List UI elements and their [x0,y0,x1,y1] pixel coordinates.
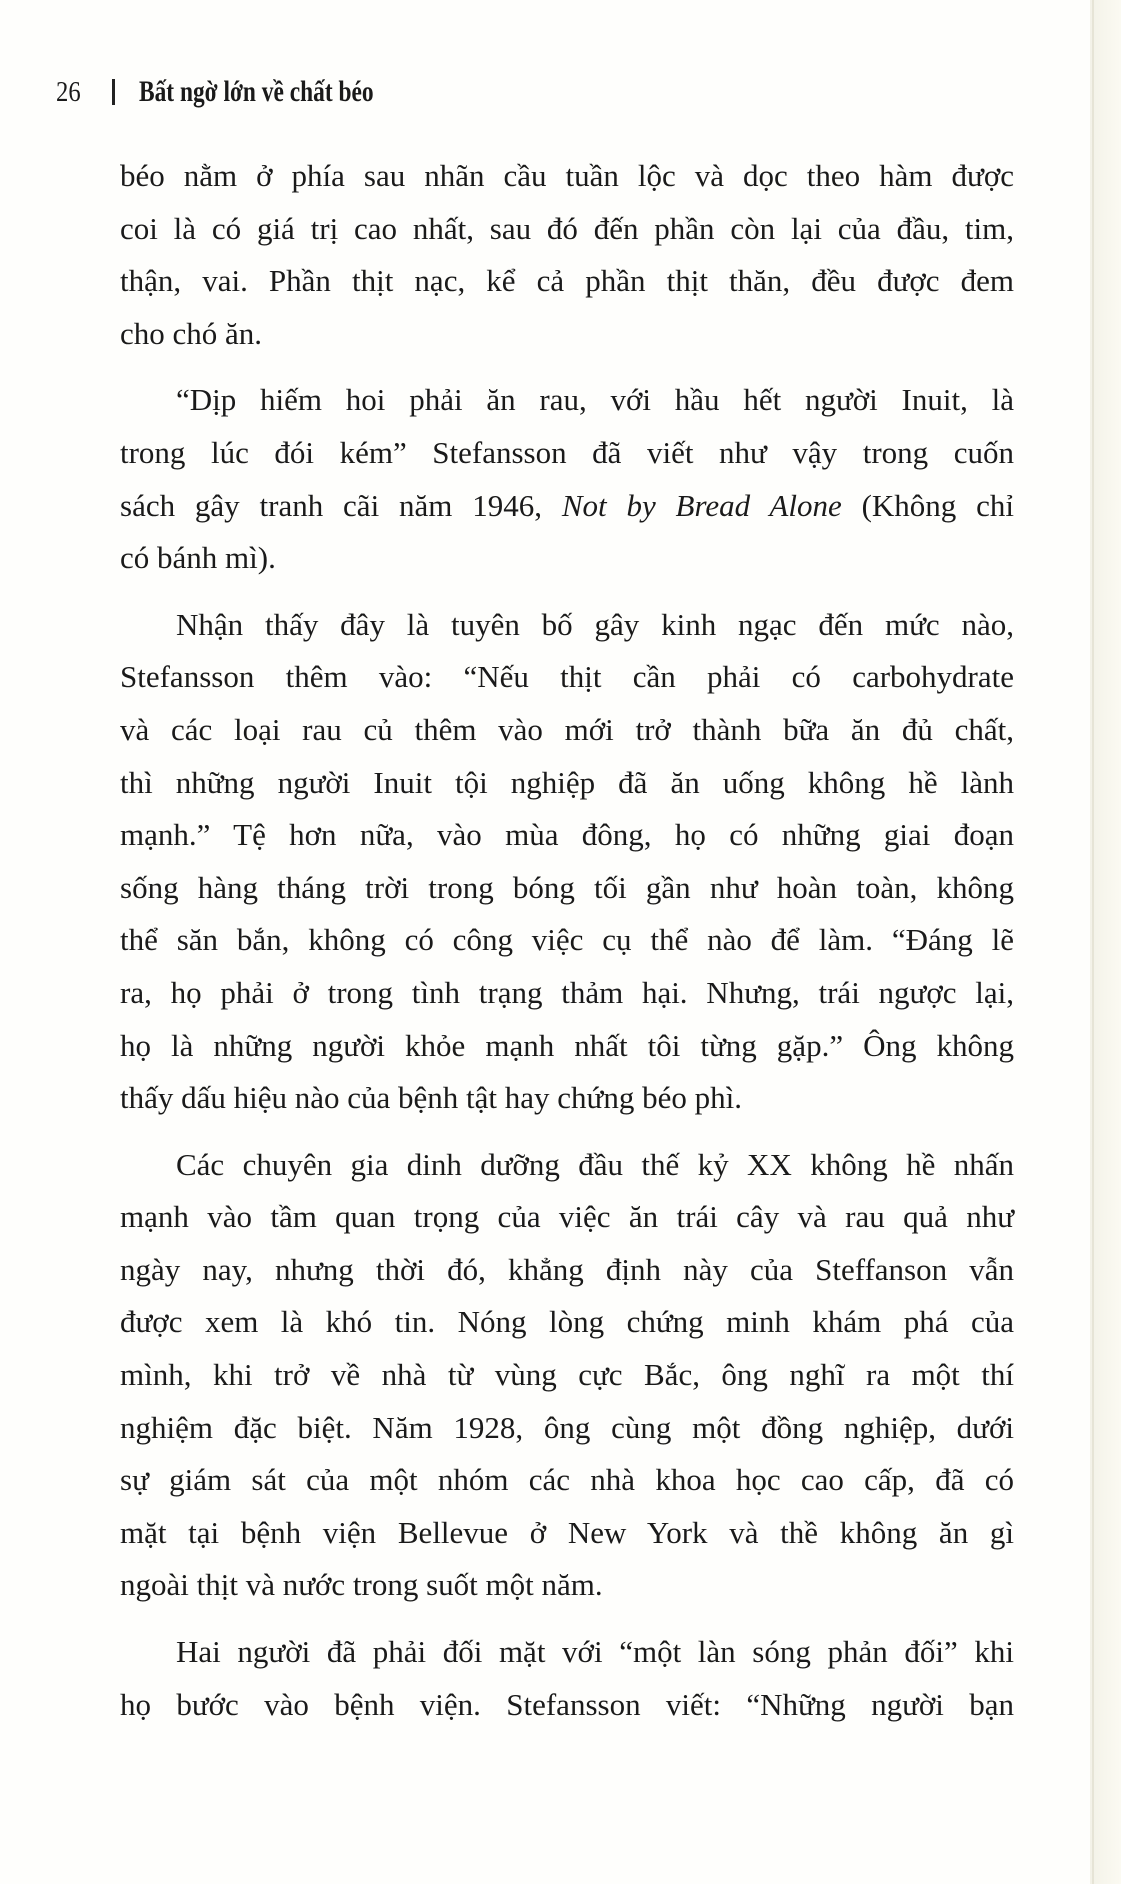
text-segment: sách gây tranh cãi năm 1946, [120,487,562,523]
text-segment: (Không chỉ [841,487,1014,523]
text-line: ngày nay, nhưng thời đó, khẳng định này của Steffanson vẫn [120,1251,1014,1287]
book-title: Not by Bread Alone [561,487,842,523]
text-line: thể săn bắn, không có công việc cụ thể nào để làm. “Đáng lẽ [120,922,1014,958]
running-header [56,72,440,112]
text-line: Các chuyên gia dinh dưỡng đầu thế kỷ XX không hề nhấn [176,1146,1014,1182]
paragraph-3 [120,599,1014,1125]
text-line: mặt tại bệnh viện Bellevue ở New York và thề không ăn gì [120,1514,1014,1550]
text-line: mình, khi trở về nhà từ vùng cực Bắc, ông nghĩ ra một thí [120,1357,1014,1393]
text-line: thận, vai. Phần thịt nạc, kể cả phần thịt thăn, đều được đem [120,263,1014,299]
text-line: mạnh vào tầm quan trọng của việc ăn trái cây và rau quả như [120,1199,1014,1235]
body-text [120,150,1014,1745]
text-line: thì những người Inuit tội nghiệp đã ăn uống không hề lành [120,764,1014,800]
text-line: sống hàng tháng trời trong bóng tối gần như hoàn toàn, không [120,869,1014,905]
page-edge-line [1092,0,1094,1884]
text-line: Nhận thấy đây là tuyên bố gây kinh ngạc đến mức nào, [176,606,1014,642]
text-line: Hai người đã phải đối mặt với “một làn sóng phản đối” khi [176,1634,1014,1670]
paragraph-5 [120,1626,1014,1731]
paragraph-4 [120,1139,1014,1612]
text-line: cho chó ăn. [120,315,263,351]
page-edge-shadow [1090,0,1121,1884]
text-line: nghiệm đặc biệt. Năm 1928, ông cùng một đồng nghiệp, dưới [120,1409,1014,1445]
text-line: coi là có giá trị cao nhất, sau đó đến phần còn lại của đầu, tim, [120,210,1014,246]
text-line: “Dịp hiếm hoi phải ăn rau, với hầu hết người Inuit, là [176,382,1014,418]
text-line: có bánh mì). [120,540,276,576]
text-line: trong lúc đói kém” Stefansson đã viết như vậy trong cuốn [120,434,1014,470]
text-line: ra, họ phải ở trong tình trạng thảm hại. Nhưng, trái ngược lại, [120,974,1014,1010]
text-line: họ bước vào bệnh viện. Stefansson viết: “Những người bạn [120,1686,1014,1722]
text-line: họ là những người khỏe mạnh nhất tôi từng gặp.” Ông không [120,1027,1014,1063]
text-line: Stefansson thêm vào: “Nếu thịt cần phải có carbohydrate [120,659,1014,695]
text-line: và các loại rau củ thêm vào mới trở thành bữa ăn đủ chất, [120,711,1014,747]
header-divider [112,79,115,105]
running-title: Bất ngờ lớn về chất béo [139,75,374,108]
text-line: thấy dấu hiệu nào của bệnh tật hay chứng béo phì. [120,1080,742,1116]
text-line: sự giám sát của một nhóm các nhà khoa học cao cấp, đã có [120,1462,1014,1498]
text-line: được xem là khó tin. Nóng lòng chứng minh khám phá của [120,1304,1014,1340]
page-number: 26 [56,75,81,108]
paragraph-1 [120,150,1014,360]
text-line: mạnh.” Tệ hơn nữa, vào mùa đông, họ có những giai đoạn [120,817,1014,853]
text-line [120,480,1014,533]
text-line: ngoài thịt và nước trong suốt một năm. [120,1567,603,1603]
text-line: béo nằm ở phía sau nhãn cầu tuần lộc và dọc theo hàm được [120,158,1014,193]
paragraph-2 [120,374,1014,584]
